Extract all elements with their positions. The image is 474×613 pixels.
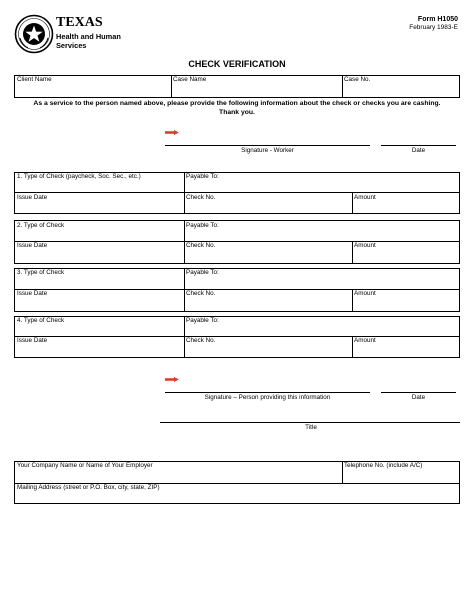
payable-to-field[interactable]: Payable To: [186,317,219,324]
client-info-box [14,75,460,98]
sign-here-arrow-icon [165,130,179,135]
check-type-field[interactable]: 4. Type of Check [17,317,65,324]
client-name-field[interactable]: Client Name [17,76,52,83]
form-date: February 1983-E [409,24,458,31]
provider-signature-label: Signature – Person providing this information [204,394,331,401]
check-type-field[interactable]: 2. Type of Check [17,222,65,229]
worker-date-label: Date [411,147,426,154]
provider-signature-line[interactable] [165,392,370,393]
check-type-field[interactable]: 3. Type of Check [17,269,65,276]
amount-field[interactable]: Amount [354,290,376,297]
agency-name-line1: Health and Human [56,32,121,41]
texas-seal-icon [14,14,54,54]
check-no-field[interactable]: Check No. [186,290,216,297]
worker-signature-label: Signature - Worker [241,147,294,154]
telephone-field[interactable]: Telephone No. (include A/C) [344,462,423,469]
case-name-field[interactable]: Case Name [173,76,207,83]
company-name-field[interactable]: Your Company Name or Name of Your Employer [17,462,153,469]
issue-date-field[interactable]: Issue Date [17,337,48,344]
form-number: Form H1050 [417,16,458,23]
title-label: Title [305,424,317,431]
payable-to-field[interactable]: Payable To: [186,269,219,276]
worker-signature-line[interactable] [165,145,370,146]
issue-date-field[interactable]: Issue Date [17,194,48,201]
amount-field[interactable]: Amount [354,194,376,201]
logo-word: TEXAS [56,15,103,30]
instructions-line1: As a service to the person named above, please provide the following information about the check or checks you are cashing. [33,100,441,107]
instructions-line2: Thank you. [219,109,255,116]
issue-date-field[interactable]: Issue Date [17,242,48,249]
provider-date-label: Date [411,394,426,401]
worker-date-line[interactable] [381,145,456,146]
check-type-field[interactable]: 1. Type of Check (paycheck, Soc. Sec., etc.) [17,173,141,180]
amount-field[interactable]: Amount [354,242,376,249]
payable-to-field[interactable]: Payable To: [186,173,219,180]
issue-date-field[interactable]: Issue Date [17,290,48,297]
title-line[interactable] [160,422,460,423]
mailing-address-field[interactable]: Mailing Address (street or P.O. Box, city, state, ZIP) [17,484,160,491]
check-no-field[interactable]: Check No. [186,242,216,249]
provider-date-line[interactable] [381,392,456,393]
page-title: CHECK VERIFICATION [188,59,286,69]
agency-logo [14,14,134,54]
amount-field[interactable]: Amount [354,337,376,344]
case-no-field[interactable]: Case No. [344,76,371,83]
check-no-field[interactable]: Check No. [186,337,216,344]
agency-name-line2: Services [56,41,87,50]
payable-to-field[interactable]: Payable To: [186,222,219,229]
sign-here-arrow-icon [165,377,179,382]
check-no-field[interactable]: Check No. [186,194,216,201]
